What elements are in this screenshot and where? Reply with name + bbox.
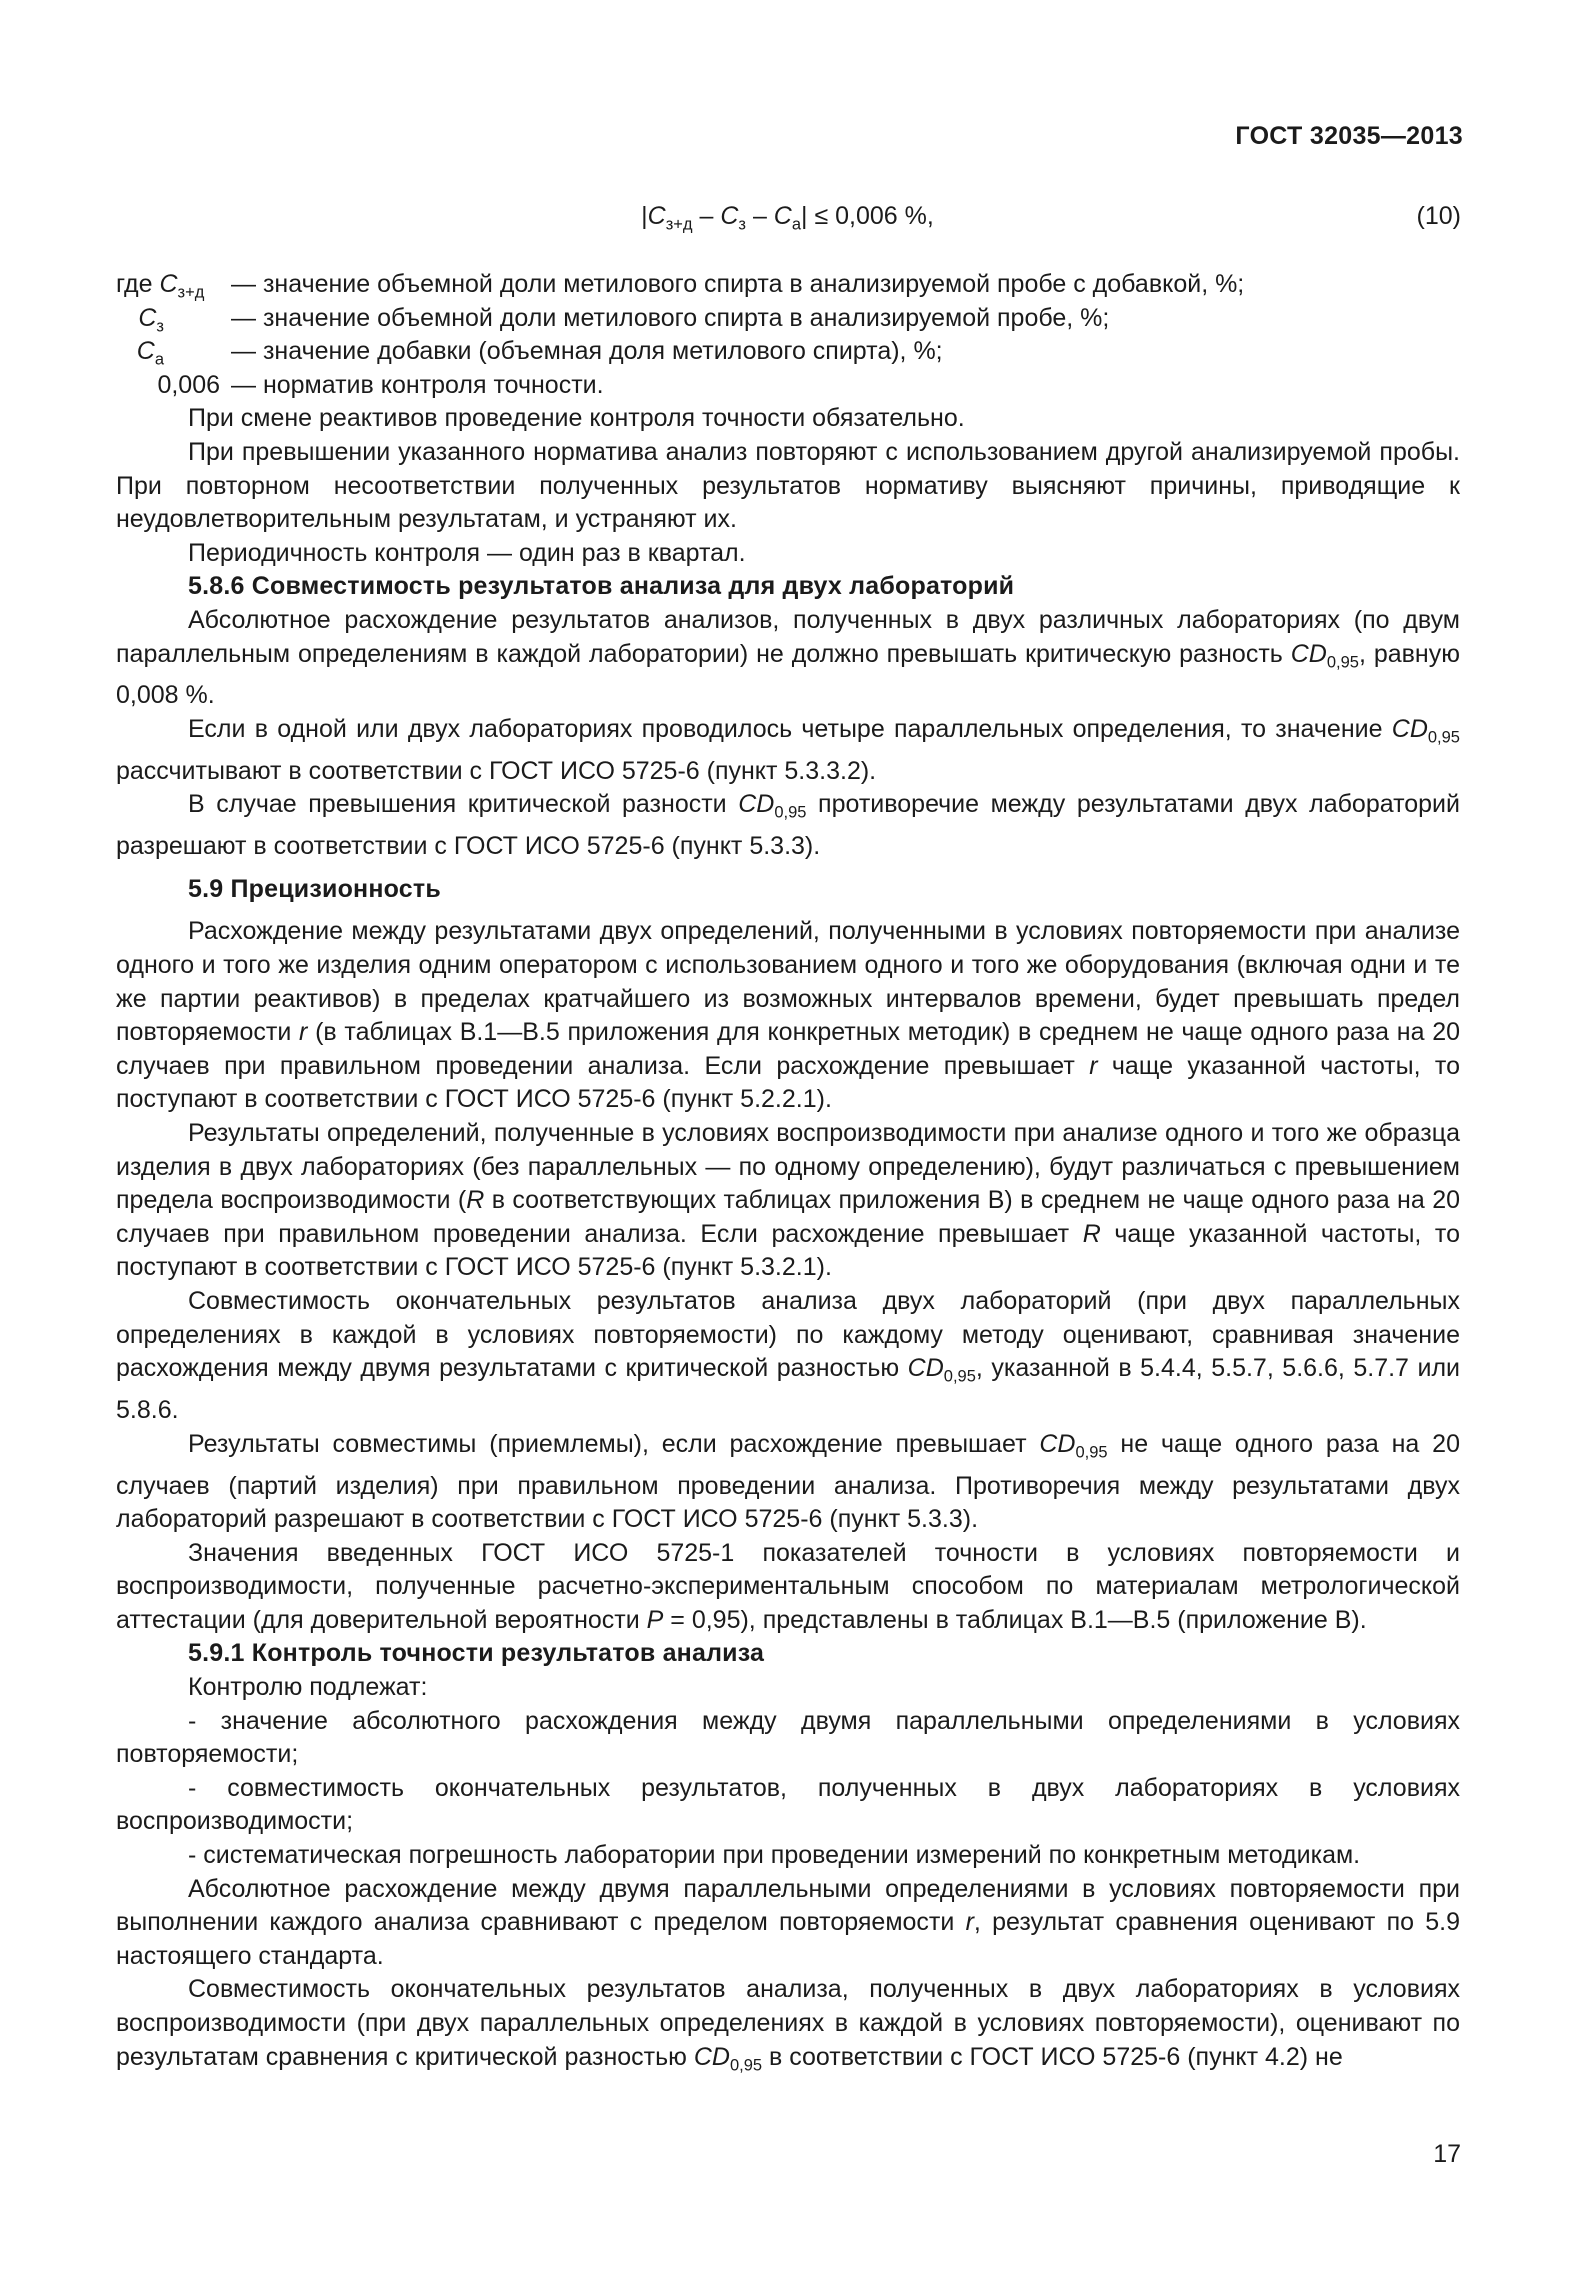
text-run: Значения введенных ГОСТ ИСО 5725-1 показателей точности в условиях повторяемости и воспроизводимости, полученные расчетно-экспериментальным способом по материалам метрологической аттестации (для доверительной вероятности	[116, 1538, 1460, 1634]
subscript: 0,95	[1075, 1442, 1108, 1461]
symbol-r: r	[1089, 1051, 1098, 1080]
text-run: Результаты определений, полученные в условиях воспроизводимости при анализе одного и того же образца изделия в двух лабораториях (без параллельных — по одному определению), будут различаться с превышением предела воспроизводимости (	[116, 1119, 1460, 1215]
subscript: 0,95	[1427, 728, 1460, 747]
formula-symbol: C	[647, 202, 666, 230]
definition-text: — норматив контроля точности.	[231, 370, 604, 399]
subscript: 0,95	[774, 803, 807, 822]
text-run: в соответствующих таблицах приложения В) в среднем не чаще одного раза на 20 случаев при правильном проведении анализа. Если расхождение превышает	[116, 1186, 1460, 1248]
paragraph	[116, 1973, 1460, 2082]
paragraph	[116, 788, 1460, 863]
document-header: ГОСТ 32035—2013	[1235, 122, 1463, 150]
definition-symbol: 0,006	[157, 370, 220, 399]
text-run: В случае превышения критической разности	[188, 790, 739, 819]
symbol-cd: CD	[1290, 639, 1327, 668]
paragraph	[116, 1285, 1460, 1428]
section-heading-5-9-1: 5.9.1 Контроль точности результатов анализа	[188, 1639, 765, 1668]
document-body	[116, 268, 1460, 2082]
list-item: - значение абсолютного расхождения между двумя параллельными определениями в условиях повторяемости;	[116, 1706, 1460, 1769]
subscript: a	[154, 350, 164, 369]
subscript: 0,95	[1326, 652, 1359, 671]
definition-text: — значение объемной доли метилового спирта в анализируемой пробе, %;	[231, 303, 1110, 332]
definition-text: — значение объемной доли метилового спирта в анализируемой пробе с добавкой, %;	[231, 270, 1245, 298]
symbol-cd: CD	[693, 2042, 730, 2071]
paragraph	[116, 713, 1460, 788]
paragraph: При смене реактивов проведение контроля точности обязательно.	[188, 404, 965, 433]
symbol-cd: CD	[1391, 714, 1428, 743]
formula-tail: | ≤ 0,006 %,	[801, 202, 934, 230]
text-run: (в таблицах В.1—В.5 приложения для конкретных методик) в среднем не чаще одного раза на 20 случаев при правильном проведении анализа. Если расхождение превышает	[116, 1018, 1460, 1080]
symbol-cd: CD	[907, 1354, 944, 1383]
section-heading-5-8-6: 5.8.6 Совместимость результатов анализа для двух лабораторий	[188, 572, 1015, 601]
formula-number: (10)	[1416, 202, 1461, 230]
subscript: з+д	[177, 283, 205, 302]
definition-item	[116, 369, 1460, 403]
symbol-c: C	[136, 337, 155, 366]
formula-symbol: C	[773, 202, 792, 230]
symbol-cd: CD	[1039, 1429, 1076, 1458]
list-item: - совместимость окончательных результатов, полученных в двух лабораториях в условиях воспроизводимости;	[116, 1773, 1460, 1836]
paragraph	[116, 1873, 1460, 1974]
text-run: Если в одной или двух лабораториях проводилось четыре параллельных определения, то значение	[188, 714, 1392, 743]
text-run: противоречие между результатами двух лабораторий разрешают в соответствии с ГОСТ ИСО 5725-6 (пункт 5.3.3).	[116, 790, 1460, 861]
symbol-r: r	[299, 1018, 308, 1047]
paragraph	[116, 915, 1460, 1117]
formula-symbol: C	[720, 202, 739, 230]
symbol-R: R	[1082, 1219, 1101, 1248]
formula-subscript: з+д	[665, 215, 693, 234]
symbol-c: C	[138, 303, 157, 332]
list-item: - систематическая погрешность лаборатории при проведении измерений по конкретным методикам.	[188, 1841, 1361, 1870]
paragraph	[116, 1117, 1460, 1285]
symbol-R: R	[466, 1186, 485, 1215]
text-run: Совместимость окончательных результатов анализа, полученных в двух лабораториях в условиях воспроизводимости (при двух параллельных определениях в каждой в условиях повторяемости), оценивают по результатам сравнения с критической разностью	[116, 1975, 1460, 2071]
symbol-cd: CD	[738, 790, 775, 819]
text-run: рассчитывают в соответствии с ГОСТ ИСО 5725-6 (пункт 5.3.3.2).	[116, 756, 877, 785]
text-run: , результат сравнения оценивают по 5.9 настоящего стандарта.	[116, 1908, 1460, 1970]
text-run: , указанной в 5.4.4, 5.5.7, 5.6.6, 5.7.7 или 5.8.6.	[116, 1354, 1461, 1425]
text-run: , равную 0,008 %.	[116, 639, 1460, 710]
text-run: Абсолютное расхождение между двумя параллельными определениями в условиях повторяемости при выполнении каждого анализа сравнивают с пределом повторяемости	[116, 1874, 1460, 1937]
text-run: в соответствии с ГОСТ ИСО 5725-6 (пункт 4.2) не	[762, 2042, 1343, 2071]
paragraph	[116, 1537, 1460, 1638]
subscript: з	[156, 316, 164, 335]
subscript: 0,95	[729, 2055, 763, 2074]
definition-item	[116, 335, 1460, 369]
text-run: Абсолютное расхождение результатов анализов, полученных в двух различных лабораториях (по двум параллельным определениям в каждой лаборатории) не должно превышать критическую разность	[116, 605, 1460, 668]
definition-item	[116, 302, 1460, 336]
subscript: 0,95	[943, 1367, 976, 1386]
text-run: не чаще одного раза на 20 случаев (партий изделия) при правильном проведении анализа. Противоречия между результатами двух лабораторий разрешают в соответствии с ГОСТ ИСО 5725-6 (пункт 5.3.3).	[116, 1429, 1460, 1534]
paragraph	[116, 604, 1460, 713]
text-run: Результаты совместимы (приемлемы), если расхождение превышает	[188, 1429, 1040, 1458]
paragraph: Контролю подлежат:	[188, 1673, 428, 1702]
text-run: = 0,95), представлены в таблицах В.1—В.5 (приложение В).	[663, 1605, 1367, 1634]
definition-item	[116, 268, 1460, 302]
text-run: Совместимость окончательных результатов анализа двух лабораторий (при двух параллельных определениях в каждой в условиях повторяемости) по каждому методу оценивают, сравнивая значение расхождения между двумя результатами с критической разностью	[116, 1287, 1460, 1383]
formula-subscript: a	[791, 215, 802, 234]
text-run: чаще указанной частоты, то поступают в соответствии с ГОСТ ИСО 5725-6 (пункт 5.2.2.1).	[116, 1051, 1460, 1114]
text-run: чаще указанной частоты, то поступают в соответствии с ГОСТ ИСО 5725-6 (пункт 5.3.2.1).	[116, 1219, 1460, 1282]
paragraph	[116, 1428, 1460, 1537]
page-number: 17	[1433, 2140, 1461, 2168]
section-heading-5-9: 5.9 Прецизионность	[188, 874, 441, 903]
symbol-P: P	[646, 1605, 664, 1634]
where-word: где	[116, 270, 153, 298]
paragraph: При превышении указанного норматива анализ повторяют с использованием другой анализируемой пробы. При повторном несоответствии полученных результатов нормативу выясняют причины, приводящие к неудовлетворительным результатам, и устраняют их.	[116, 437, 1460, 534]
symbol-r: r	[965, 1908, 974, 1937]
formula-10: $|C_{з+д} - C_з - C_a| \le 0,006$ %, (10)	[641, 202, 1461, 234]
paragraph: Периодичность контроля — один раз в квартал.	[188, 538, 746, 567]
definition-text: — значение добавки (объемная доля метилового спирта), %;	[231, 337, 943, 366]
text-run: Расхождение между результатами двух определений, полученными в условиях повторяемости при анализе одного и того же изделия одним оператором с использованием одного и того же оборудования (включая одни и те же партии реактивов) в пределах кратчайшего из возможных интервалов времени, будет превышать предел повторяемости	[116, 917, 1460, 1047]
formula-subscript: з	[738, 215, 746, 234]
symbol-c: C	[159, 270, 178, 298]
